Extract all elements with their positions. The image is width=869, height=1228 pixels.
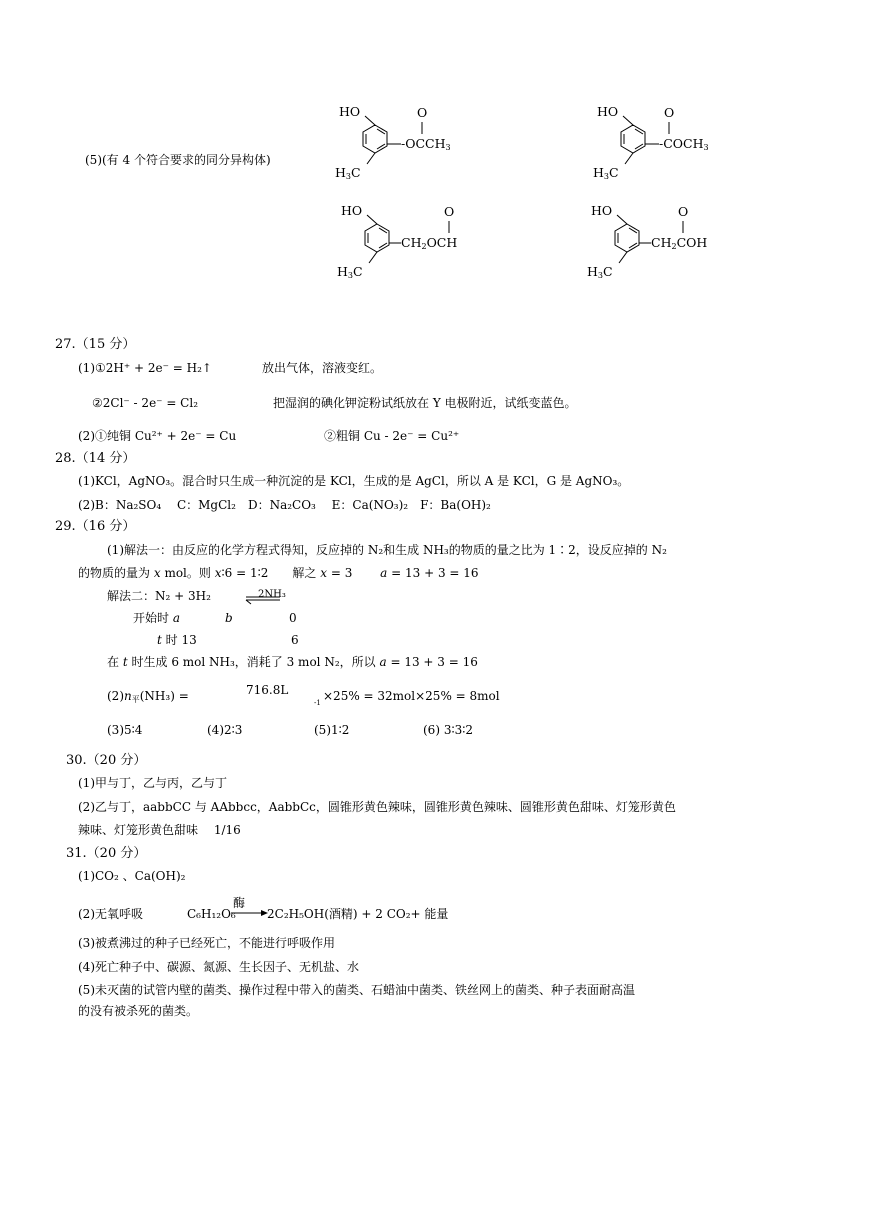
q27-header: 27.（15 分） [55, 337, 136, 352]
reaction-arrow-icon [231, 908, 271, 918]
carbonyl-oxygen: O [678, 204, 689, 219]
q28-line-1: (1)KCl，AgNO₃。混合时只生成一种沉淀的是 KCl，生成的是 AgCl，所以 A 是 KCl，G 是 AgNO₃。 [78, 474, 630, 488]
q29-line-4-b: b [225, 611, 233, 625]
q29-ratio-3: (3)5∶4 [107, 723, 143, 737]
molecule-3 [337, 203, 497, 283]
q29-line-7-result: ×25% = 32mol×25% = 8mol [323, 689, 500, 703]
ester-group-label: $-OCCH_3$ [401, 136, 451, 152]
q31-enzyme-label: 酶 [233, 896, 246, 910]
q28-header: 28.（14 分） [55, 451, 136, 466]
q31-line-3: (3)被煮沸过的种子已经死亡，不能进行呼吸作用 [78, 936, 335, 950]
q27-desc-1: 放出气体，溶液变红。 [262, 361, 383, 375]
q30-line-1: (1)甲与丁，乙与丙，乙与丁 [78, 776, 227, 790]
molecule-2 [593, 104, 753, 184]
carbonyl-oxygen: O [444, 204, 455, 219]
q27-desc-2: 把湿润的碘化钾淀粉试纸放在 Y 电极附近，试纸变蓝色。 [273, 396, 577, 410]
carbonyl-oxygen: O [664, 105, 675, 120]
q29-line-4-zero: 0 [289, 611, 297, 625]
q30-line-2: (2)乙与丁，aabbCC 与 AAbbcc，AabbCc，圆锥形黄色辣味，圆锥形黄色辣味、圆锥形黄色甜味、灯笼形黄色 [78, 800, 676, 814]
molecule-4 [587, 203, 747, 283]
q29-line-2: 的物质的量为 x mol。则 x∶6 = 1∶2 解之 x = 3 a = 13 + 3 = 16 [78, 566, 479, 580]
carbonyl-oxygen: O [417, 105, 428, 120]
q30-header: 30.（20 分） [66, 753, 147, 768]
q29-line-7: $(2)n_平(NH_3)$ = [107, 689, 189, 704]
q29-line-5-six: 6 [291, 633, 299, 647]
q29-ratio-5: (5)1∶2 [314, 723, 350, 737]
q29-ratio-6: (6) 3∶3∶2 [423, 723, 473, 737]
molecule-1 [335, 104, 495, 184]
q29-header: 29.（16 分） [55, 519, 136, 534]
q31-line-2-label: (2)无氧呼吸 [78, 907, 143, 921]
q28-line-2: (2)B：Na₂SO₄ C：MgCl₂ D：Na₂CO₃ E：Ca(NO₃)₂ F：Ba(OH)₂ [78, 498, 491, 512]
q31-reactant: C₆H₁₂O₆ [187, 907, 236, 921]
q31-line-1: (1)CO₂ 、Ca(OH)₂ [78, 869, 186, 883]
q29-line-4: 开始时 a [133, 611, 180, 625]
q29-fraction-denominator: -1 [314, 699, 321, 707]
methyl-label: $H_3C$ [593, 165, 619, 181]
hydroxy-label: HO [597, 104, 619, 119]
acid-group-label: $CH_2COH$ [651, 235, 708, 251]
q30-line-3: 辣味、灯笼形黄色甜味 1/16 [78, 823, 241, 837]
q27-eq-3: (2)①纯铜 Cu²⁺ + 2e⁻ = Cu [78, 429, 237, 443]
q27-eq-2: ②2Cl⁻ - 2e⁻ = Cl₂ [92, 396, 199, 410]
q29-fraction-numerator: 716.8L [246, 683, 289, 697]
q31-line-4: (4)死亡种子中、碳源、氮源、生长因子、无机盐、水 [78, 960, 360, 974]
methyl-label: $H_3C$ [587, 264, 613, 280]
q29-ratio-4: (4)2∶3 [207, 723, 243, 737]
q29-line-1: (1)解法一：由反应的化学方程式得知，反应掉的 N₂和生成 NH₃的物质的量之比为 1∶2，设反应掉的 N₂ [107, 543, 667, 557]
q29-line-3: 解法二：N₂ + 3H₂ [107, 589, 211, 603]
methyl-label: $H_3C$ [335, 165, 361, 181]
ester-group-label: $-COCH_3$ [659, 136, 709, 152]
q31-line-6: 的没有被杀死的菌类。 [78, 1004, 199, 1018]
q29-line-6: 在 t 时生成 6 mol NH₃，消耗了 3 mol N₂，所以 a = 13 + 3 = 16 [107, 655, 478, 669]
methyl-label: $H_3C$ [337, 264, 363, 280]
ester-group-label: $CH_2OCH$ [401, 235, 458, 251]
q29-line-5: t 时 13 [157, 633, 197, 647]
isomer-note: (5)(有 4 个符合要求的同分异构体) [85, 153, 271, 167]
hydroxy-label: HO [339, 104, 361, 119]
q31-products: 2C₂H₅OH(酒精) + 2 CO₂+ 能量 [267, 907, 449, 921]
q31-header: 31.（20 分） [66, 846, 147, 861]
q29-product: 2NH₃ [258, 589, 286, 600]
hydroxy-label: HO [341, 203, 363, 218]
q27-eq-4: ②粗铜 Cu - 2e⁻ = Cu²⁺ [324, 429, 460, 443]
hydroxy-label: HO [591, 203, 613, 218]
q31-line-5: (5)未灭菌的试管内壁的菌类、操作过程中带入的菌类、石蜡油中菌类、铁丝网上的菌类、种子表面耐高温 [78, 983, 636, 997]
q27-eq-1: (1)①2H⁺ + 2e⁻ = H₂↑ [78, 361, 212, 375]
